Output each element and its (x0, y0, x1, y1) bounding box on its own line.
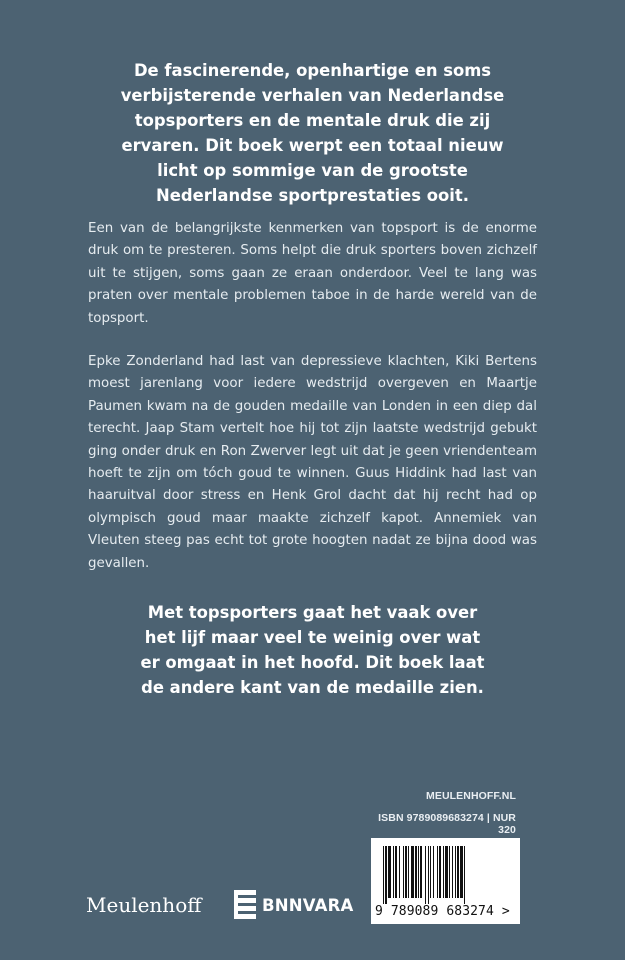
bnnvara-mark-icon (234, 890, 258, 920)
closing-line: er omgaat in het hoofd. Dit boek laat (140, 653, 485, 672)
intro-line: topsporters en de mentale druk die zij (134, 111, 491, 130)
barcode-bar (408, 846, 409, 898)
isbn-barcode (371, 838, 520, 924)
barcode-bar (395, 846, 397, 898)
barcode-bar (388, 846, 391, 898)
description-paragraph-2: Epke Zonderland had last van depressieve klachten, Kiki Bertens moest jarenlang voor iedere wedstrijd overgeven en Maartje Paumen kwam na de gouden medaille van Londen in een diep dal terecht. Jaap Stam vertelt hoe hij tot zijn laatste wedstrijd gebukt ging onder druk en Ron Zwerver legt uit dat je geen vriendenteam hoeft te zijn om tóch goud te winnen. Guus Hiddink had last van haaruitval door stress en Henk Grol dacht dat hij recht had op olympisch goud maar maakte zichzelf kapot. Annemiek van Vleuten steeg pas echt tot grote hoogten nadat ze bijna dood was gevallen. (88, 354, 537, 571)
barcode-bar (428, 846, 429, 904)
barcode-bar (420, 846, 422, 898)
barcode-bar (405, 846, 407, 898)
barcode-bar (430, 846, 431, 898)
bnnvara-logo (234, 889, 354, 921)
barcode-bar (449, 846, 450, 898)
barcode-bar (437, 846, 438, 898)
barcode-bar (457, 846, 459, 898)
isbn-nur-line: ISBN 9789089683274 | NUR 320 (378, 812, 516, 836)
barcode-bar (455, 846, 456, 898)
closing-blurb (100, 600, 525, 700)
barcode-bar (411, 846, 414, 898)
intro-line: Nederlandse sportprestaties ooit. (156, 186, 469, 205)
barcode-bar (439, 846, 441, 898)
intro-line: licht op sommige van de grootste (157, 161, 468, 180)
publisher-website: MEULENHOFF.NL (426, 790, 516, 802)
barcode-bar (403, 846, 404, 898)
barcode-bar (443, 846, 444, 898)
description-paragraph-1: Een van de belangrijkste kenmerken van topsport is de enorme druk om te presteren. Soms helpt die druk sporters boven zichzelf uit te stijgen, soms gaan ze eraan onderdoor. Veel te lang was praten over mentale problemen taboe in de harde wereld van de topsport. (88, 221, 537, 326)
closing-line: het lijf maar veel te weinig over wat (144, 628, 481, 647)
bnnvara-wordmark: BNNVARA (262, 895, 354, 915)
barcode-bar (433, 846, 434, 898)
intro-line: verbijsterende verhalen van Nederlandse (120, 86, 505, 105)
barcode-bar (415, 846, 417, 898)
barcode-bar (460, 846, 463, 898)
barcode-bar (418, 846, 419, 898)
description-body (88, 218, 537, 596)
closing-line: Met topsporters gaat het vaak over (147, 603, 478, 622)
closing-line: de andere kant van de medaille zien. (141, 678, 484, 697)
barcode-bar (393, 846, 394, 898)
barcode-bar (452, 846, 453, 898)
barcode-bar (425, 846, 426, 904)
barcode-digits: 9 789089 683274 > (375, 904, 510, 919)
intro-line: ervaren. Dit boek werpt een totaal nieuw (121, 136, 504, 155)
barcode-bar (385, 846, 387, 904)
barcode-bar (383, 846, 384, 904)
barcode-bar (399, 846, 400, 898)
intro-blurb (100, 58, 525, 208)
barcode-bars (377, 846, 514, 904)
meulenhoff-logo: Meulenhoff (86, 893, 202, 917)
barcode-bar (445, 846, 448, 898)
barcode-bar (464, 846, 465, 904)
intro-line: De fascinerende, openhartige en soms (133, 61, 492, 80)
